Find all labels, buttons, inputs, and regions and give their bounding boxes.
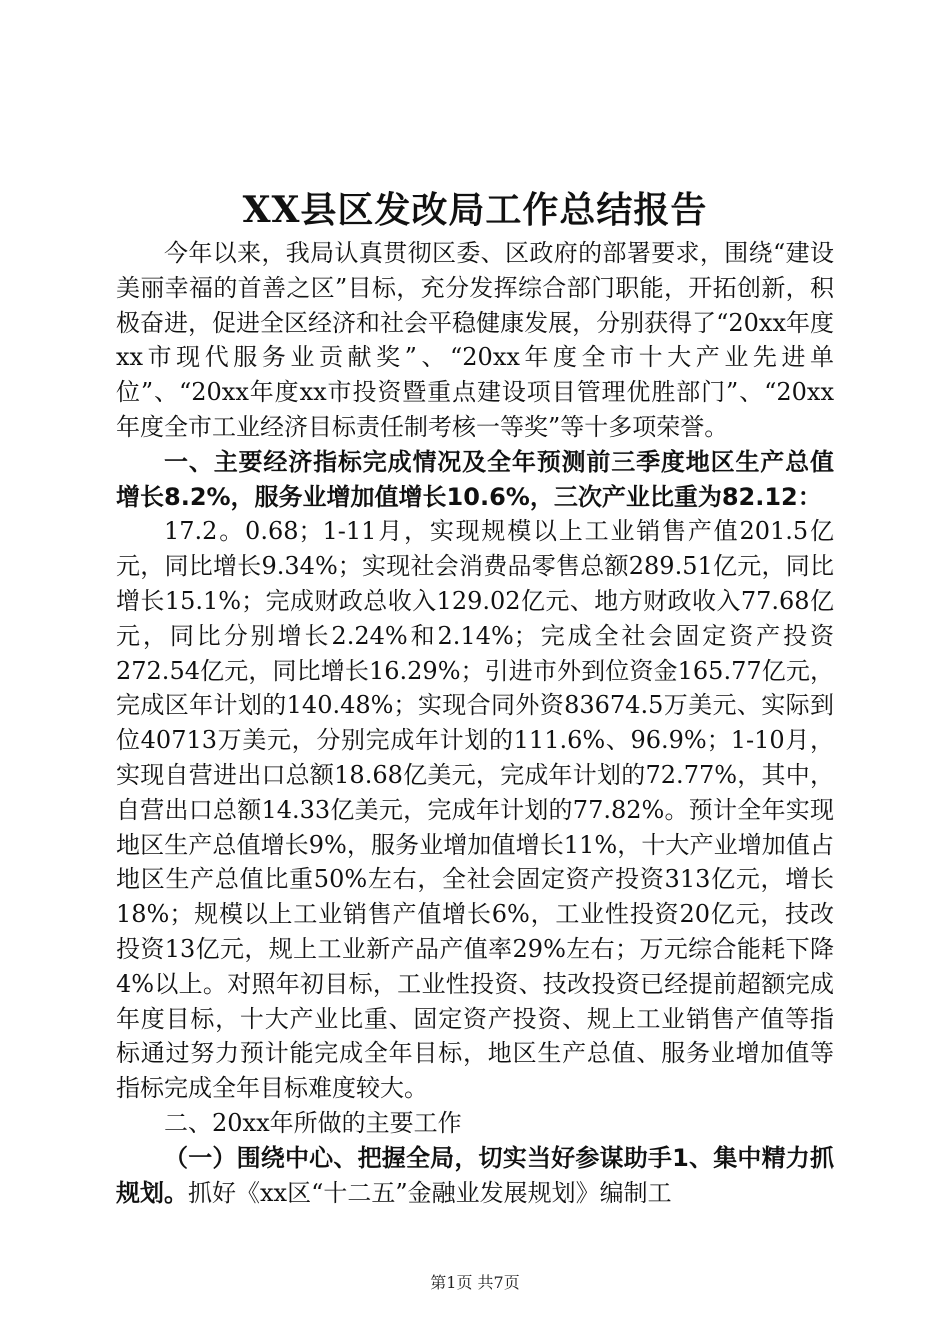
paragraph-intro: 今年以来，我局认真贯彻区委、区政府的部署要求，围绕“建设美丽幸福的首善之区”目标，充分发挥综合部门职能，开拓创新，积极奋进，促进全区经济和社会平稳健康发展，分别获得了“20xx年度xx市现代服务业贡献奖”、“20xx年度全市十大产业先进单位”、“20xx年度xx市投资暨重点建设项目管理优胜部门”、“20xx年度全市工业经济目标责任制考核一等奖”等十多项荣誉。	[116, 239, 834, 441]
paragraph-section-1	[116, 1141, 834, 1211]
paragraph-indicators: 17.2。0.68；1-11月，实现规模以上工业销售产值201.5亿元，同比增长9.34%；实现社会消费品零售总额289.51亿元，同比增长15.1%；完成财政总收入129.02亿元、地方财政收入77.68亿元，同比分别增长2.24%和2.14%；完成全社会固定资产投资272.54亿元，同比增长16.29%；引进市外到位资金165.77亿元，完成区年计划的140.48%；实现合同外资83674.5万美元、实际到位40713万美元，分别完成年计划的111.6%、96.9%；1-10月，实现自营进出口总额18.68亿美元，完成年计划的72.77%，其中，自营出口总额14.33亿美元，完成年计划的77.82%。预计全年实现地区生产总值增长9%，服务业增加值增长11%，十大产业增加值占地区生产总值比重50%左右，全社会固定资产投资313亿元，增长18%；规模以上工业销售产值增长6%，工业性投资20亿元，技改投资13亿元，规上工业新产品产值率29%左右；万元综合能耗下降4%以上。对照年初目标，工业性投资、技改投资已经提前超额完成年度目标，十大产业比重、固定资产投资、规上工业销售产值等指标通过努力预计能完成全年目标，地区生产总值、服务业增加值等指标完成全年目标难度较大。	[116, 517, 834, 1103]
section-heading: （一）围绕中心、把握全局，切实当好参谋助手1、集中精力抓规划。	[116, 1143, 834, 1207]
document-body	[116, 236, 834, 1210]
document-title: XX县区发改局工作总结报告	[242, 189, 708, 231]
section-text: 抓好《xx区“十二五”金融业发展规划》编制工	[188, 1178, 672, 1207]
page-footer: 第1页 共7页	[430, 1273, 520, 1292]
paragraph-heading-2: 二、20xx年所做的主要工作	[164, 1108, 462, 1137]
paragraph-heading-1: 一、主要经济指标完成情况及全年预测前三季度地区生产总值增长8.2%，服务业增加值增长10.6%，三次产业比重为82.12：	[116, 447, 834, 511]
